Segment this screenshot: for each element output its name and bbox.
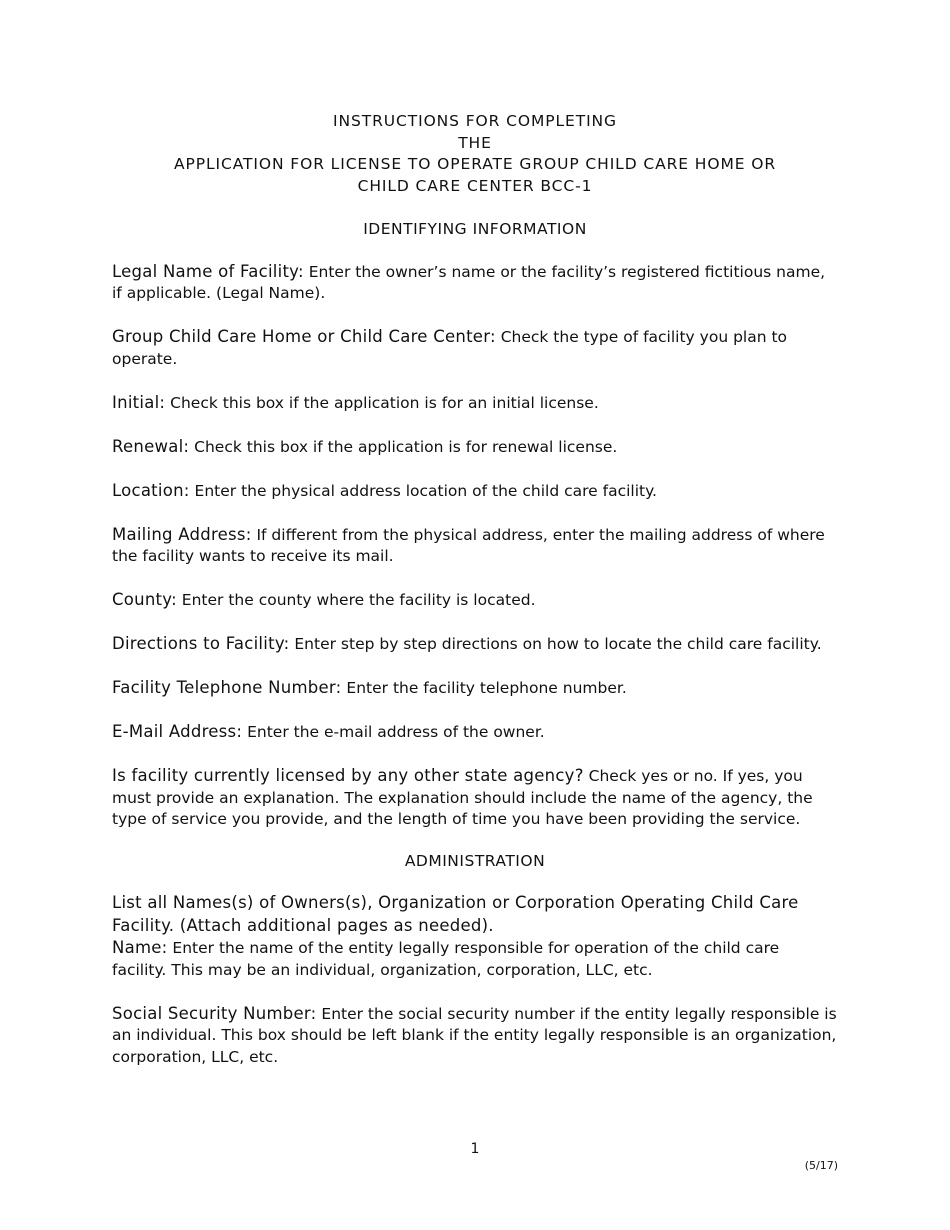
- mailing-address-instruction: [112, 524, 838, 568]
- legal-name-instruction: [112, 261, 838, 305]
- directions-instruction: [112, 633, 838, 656]
- entry-text: Enter the social security number if the entity legally responsible is an individual. This box should be left blank if the entity legally responsible is an organization, corporation, LLC, etc.: [112, 1004, 837, 1066]
- entry-label: Directions to Facility:: [112, 634, 290, 653]
- entry-label: Renewal:: [112, 436, 190, 456]
- entry-label: Is facility currently licensed by any other state agency?: [112, 766, 584, 785]
- title-line: INSTRUCTIONS FOR COMPLETING: [333, 112, 617, 130]
- telephone-instruction: [112, 677, 838, 700]
- administration-heading: ADMINISTRATION: [404, 851, 546, 870]
- entry-text: Enter the e-mail address of the owner.: [242, 723, 545, 741]
- identifying-information-heading: IDENTIFYING INFORMATION: [363, 220, 587, 238]
- county-instruction: [112, 589, 838, 612]
- entry-text: Check this box if the application is for renewal license.: [189, 437, 618, 456]
- entry-text: Enter step by step directions on how to locate the child care facility.: [289, 635, 822, 653]
- ssn-instruction: [112, 1003, 838, 1069]
- initial-instruction: [112, 392, 838, 415]
- entry-text: Enter the facility telephone number.: [341, 679, 627, 697]
- instructions-page: [112, 111, 838, 1068]
- document-title: [112, 111, 838, 197]
- email-instruction: [112, 721, 838, 744]
- owners-heading: [112, 892, 838, 937]
- revision-date: (5/17): [804, 1159, 838, 1172]
- entry-label: Legal Name of Facility:: [112, 261, 304, 281]
- entry-label: Facility Telephone Number:: [112, 678, 342, 697]
- title-line: APPLICATION FOR LICENSE TO OPERATE GROUP CHILD CARE HOME OR: [173, 155, 777, 173]
- entry-text: Enter the name of the entity legally responsible for operation of the child care facility. This may be an individual, organization, corporation, LLC, etc.: [112, 939, 780, 979]
- entry-label: Name:: [112, 938, 168, 957]
- entry-label: Mailing Address:: [112, 524, 252, 544]
- other-license-instruction: [112, 765, 838, 831]
- title-line: THE: [458, 133, 492, 152]
- facility-type-instruction: [112, 326, 838, 370]
- entry-text: Enter the physical address location of the child care facility.: [189, 481, 657, 500]
- entry-text: Check the type of facility you plan to operate.: [112, 328, 788, 368]
- entry-label: Location:: [112, 480, 190, 500]
- title-line: CHILD CARE CENTER BCC-1: [357, 176, 593, 195]
- page-number: 1: [470, 1141, 480, 1157]
- location-instruction: [112, 480, 838, 503]
- entry-label: County:: [112, 590, 177, 609]
- entry-label: Social Security Number:: [112, 1003, 317, 1023]
- entry-text: Check yes or no. If yes, you must provide an explanation. The explanation should include the name of the agency, the type of service you provide, and the length of time you have been providing the service.: [112, 767, 813, 828]
- entry-text: Check this box if the application is for an initial license.: [165, 393, 599, 412]
- entry-text: Enter the owner’s name or the facility’s registered fictitious name, if applicable. (Legal Name).: [112, 262, 826, 302]
- owner-name-instruction: [112, 937, 838, 981]
- entry-text: If different from the physical address, enter the mailing address of where the facility wants to receive its mail.: [112, 525, 825, 565]
- entry-label: E-Mail Address:: [112, 722, 243, 741]
- renewal-instruction: [112, 436, 838, 459]
- entry-label: Initial:: [112, 392, 166, 412]
- entry-text: Enter the county where the facility is located.: [176, 591, 536, 609]
- entry-label: List all Names(s) of Owners(s), Organization or Corporation Operating Child Care Facility. (Attach additional pages as needed).: [112, 893, 799, 935]
- entry-label: Group Child Care Home or Child Care Center:: [112, 327, 496, 346]
